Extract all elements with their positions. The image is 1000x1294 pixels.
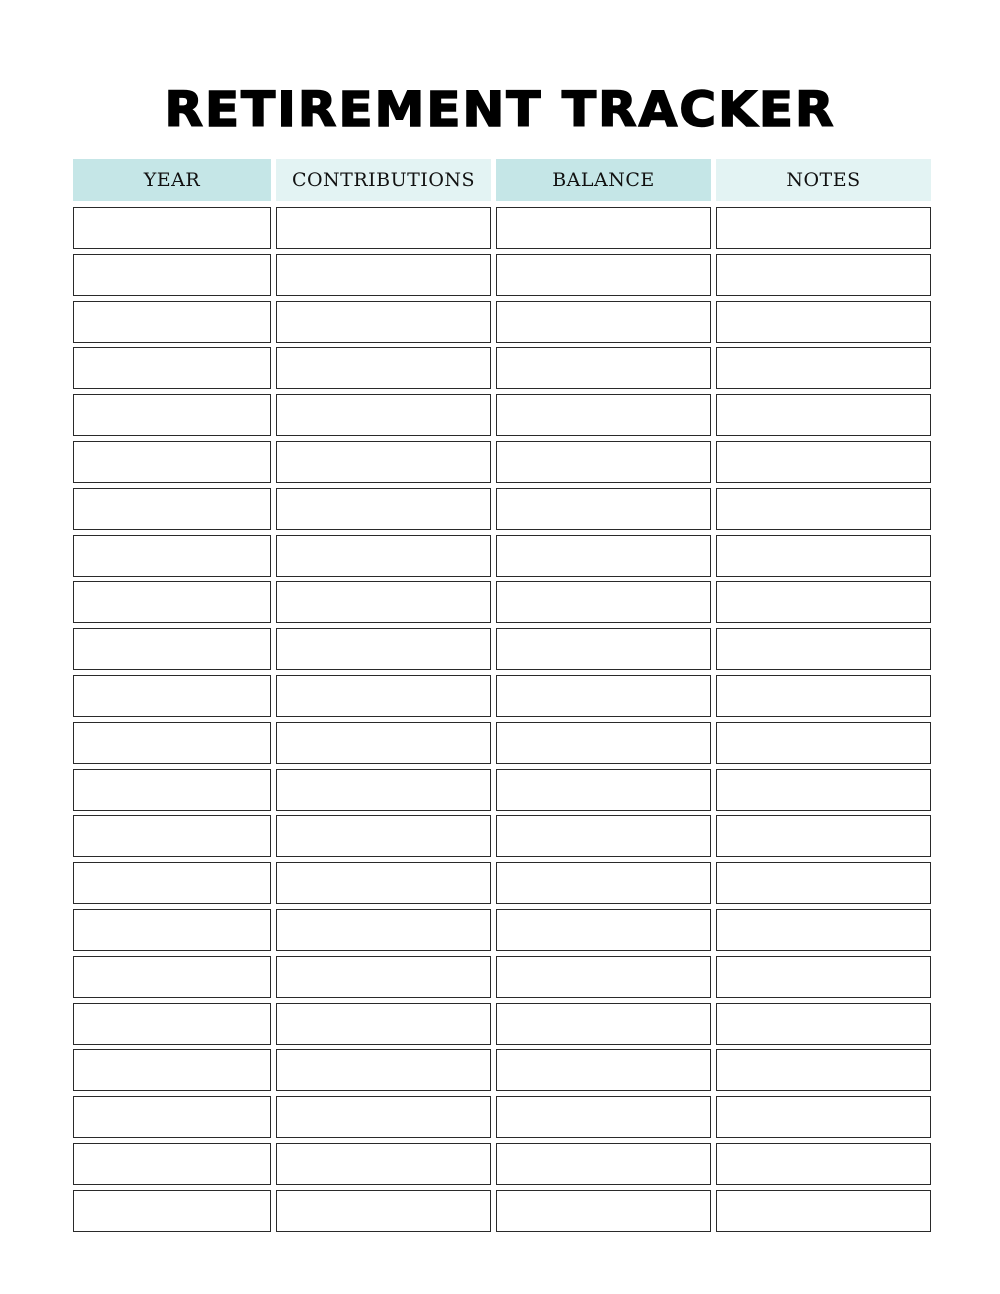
year-entry-cell[interactable] <box>73 581 271 623</box>
contributions-entry-cell[interactable] <box>276 347 491 389</box>
column-header-notes: NOTES <box>716 159 931 201</box>
year-entry-cell[interactable] <box>73 909 271 951</box>
notes-entry-cell[interactable] <box>716 675 931 717</box>
year-entry-cell[interactable] <box>73 301 271 343</box>
balance-entry-cell[interactable] <box>496 254 711 296</box>
column-header-contributions: CONTRIBUTIONS <box>276 159 491 201</box>
notes-entry-cell[interactable] <box>716 581 931 623</box>
contributions-entry-cell[interactable] <box>276 488 491 530</box>
notes-entry-cell[interactable] <box>716 1003 931 1045</box>
contributions-entry-cell[interactable] <box>276 301 491 343</box>
balance-entry-cell[interactable] <box>496 1190 711 1232</box>
notes-entry-cell[interactable] <box>716 1190 931 1232</box>
contributions-entry-cell[interactable] <box>276 722 491 764</box>
balance-entry-cell[interactable] <box>496 862 711 904</box>
balance-entry-cell[interactable] <box>496 488 711 530</box>
contributions-entry-cell[interactable] <box>276 956 491 998</box>
notes-entry-cell[interactable] <box>716 301 931 343</box>
contributions-entry-cell[interactable] <box>276 441 491 483</box>
notes-entry-cell[interactable] <box>716 1096 931 1138</box>
year-entry-cell[interactable] <box>73 488 271 530</box>
column-header-balance: BALANCE <box>496 159 711 201</box>
column-header-year: YEAR <box>73 159 271 201</box>
contributions-entry-cell[interactable] <box>276 1143 491 1185</box>
notes-entry-cell[interactable] <box>716 815 931 857</box>
notes-entry-cell[interactable] <box>716 722 931 764</box>
balance-entry-cell[interactable] <box>496 535 711 577</box>
contributions-entry-cell[interactable] <box>276 394 491 436</box>
year-entry-cell[interactable] <box>73 862 271 904</box>
contributions-entry-cell[interactable] <box>276 581 491 623</box>
balance-entry-cell[interactable] <box>496 207 711 249</box>
notes-entry-cell[interactable] <box>716 769 931 811</box>
notes-entry-cell[interactable] <box>716 394 931 436</box>
year-entry-cell[interactable] <box>73 535 271 577</box>
year-entry-cell[interactable] <box>73 628 271 670</box>
year-entry-cell[interactable] <box>73 441 271 483</box>
year-entry-cell[interactable] <box>73 1003 271 1045</box>
year-entry-cell[interactable] <box>73 956 271 998</box>
contributions-entry-cell[interactable] <box>276 675 491 717</box>
year-entry-cell[interactable] <box>73 207 271 249</box>
balance-entry-cell[interactable] <box>496 675 711 717</box>
balance-entry-cell[interactable] <box>496 1096 711 1138</box>
contributions-entry-cell[interactable] <box>276 1190 491 1232</box>
notes-entry-cell[interactable] <box>716 347 931 389</box>
year-entry-cell[interactable] <box>73 1190 271 1232</box>
contributions-entry-cell[interactable] <box>276 1096 491 1138</box>
balance-entry-cell[interactable] <box>496 347 711 389</box>
balance-entry-cell[interactable] <box>496 628 711 670</box>
year-entry-cell[interactable] <box>73 769 271 811</box>
balance-entry-cell[interactable] <box>496 301 711 343</box>
contributions-entry-cell[interactable] <box>276 815 491 857</box>
notes-entry-cell[interactable] <box>716 1049 931 1091</box>
year-entry-cell[interactable] <box>73 347 271 389</box>
balance-entry-cell[interactable] <box>496 956 711 998</box>
year-entry-cell[interactable] <box>73 394 271 436</box>
year-entry-cell[interactable] <box>73 675 271 717</box>
year-entry-cell[interactable] <box>73 815 271 857</box>
balance-entry-cell[interactable] <box>496 441 711 483</box>
contributions-entry-cell[interactable] <box>276 1049 491 1091</box>
contributions-entry-cell[interactable] <box>276 862 491 904</box>
balance-entry-cell[interactable] <box>496 815 711 857</box>
contributions-entry-cell[interactable] <box>276 207 491 249</box>
balance-entry-cell[interactable] <box>496 581 711 623</box>
year-entry-cell[interactable] <box>73 254 271 296</box>
balance-entry-cell[interactable] <box>496 769 711 811</box>
balance-entry-cell[interactable] <box>496 1049 711 1091</box>
notes-entry-cell[interactable] <box>716 628 931 670</box>
year-entry-cell[interactable] <box>73 722 271 764</box>
balance-entry-cell[interactable] <box>496 909 711 951</box>
balance-entry-cell[interactable] <box>496 722 711 764</box>
contributions-entry-cell[interactable] <box>276 254 491 296</box>
notes-entry-cell[interactable] <box>716 254 931 296</box>
balance-entry-cell[interactable] <box>496 1143 711 1185</box>
page-title: RETIREMENT TRACKER <box>164 82 836 138</box>
balance-entry-cell[interactable] <box>496 1003 711 1045</box>
notes-entry-cell[interactable] <box>716 1143 931 1185</box>
notes-entry-cell[interactable] <box>716 956 931 998</box>
contributions-entry-cell[interactable] <box>276 909 491 951</box>
balance-entry-cell[interactable] <box>496 394 711 436</box>
year-entry-cell[interactable] <box>73 1049 271 1091</box>
notes-entry-cell[interactable] <box>716 207 931 249</box>
year-entry-cell[interactable] <box>73 1143 271 1185</box>
contributions-entry-cell[interactable] <box>276 769 491 811</box>
contributions-entry-cell[interactable] <box>276 1003 491 1045</box>
notes-entry-cell[interactable] <box>716 441 931 483</box>
notes-entry-cell[interactable] <box>716 909 931 951</box>
notes-entry-cell[interactable] <box>716 862 931 904</box>
contributions-entry-cell[interactable] <box>276 628 491 670</box>
contributions-entry-cell[interactable] <box>276 535 491 577</box>
year-entry-cell[interactable] <box>73 1096 271 1138</box>
notes-entry-cell[interactable] <box>716 488 931 530</box>
notes-entry-cell[interactable] <box>716 535 931 577</box>
